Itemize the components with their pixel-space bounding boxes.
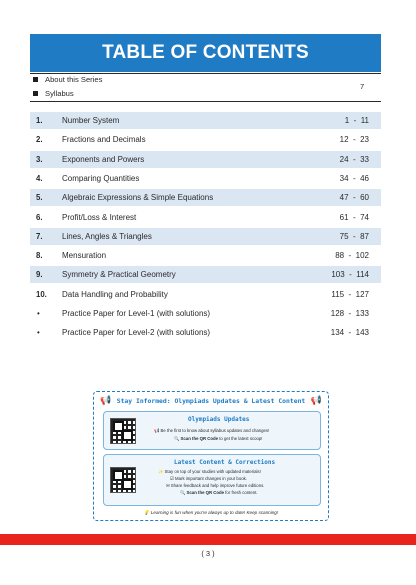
toc-row <box>30 286 381 303</box>
card-heading: Olympiads Updates <box>188 416 250 423</box>
chapter-title: Practice Paper for Level-2 (with solutions) <box>62 328 211 338</box>
chapter-number: 5. <box>36 193 43 203</box>
chapter-title: Practice Paper for Level-1 (with solutions) <box>62 309 211 318</box>
page-range: 88 - 102 <box>335 251 369 261</box>
chapter-number: 2. <box>36 135 43 145</box>
chapter-title: Lines, Angles & Triangles <box>62 231 152 241</box>
chapter-number: 1. <box>36 116 43 125</box>
chapter-number: 8. <box>36 251 43 261</box>
chapter-title: Data Handling and Probability <box>62 289 168 299</box>
footer-bar <box>0 534 416 545</box>
promo-footer: 💡 Learning is fun when you're always up to date! Keep scanning! <box>143 510 279 515</box>
bullet-icon: • <box>37 309 40 318</box>
bullet-icon: • <box>37 328 40 338</box>
toc-row <box>30 151 381 168</box>
page-title: TABLE OF CONTENTS <box>102 42 309 63</box>
page-range: 61 - 74 <box>339 212 369 222</box>
preface-page: 7 <box>360 82 365 91</box>
toc-row <box>30 170 381 187</box>
card-text: ✨ Stay on top of your studies with updated materials! <box>158 469 261 474</box>
page-range: 34 - 46 <box>339 173 369 183</box>
chapter-number: 3. <box>36 154 43 164</box>
olympiads-updates-card <box>103 411 321 450</box>
chapter-title: Mensuration <box>62 251 107 261</box>
card-text: ☑ Mark important changes in your book. <box>170 476 247 481</box>
preface-item: About this Series <box>33 75 102 84</box>
qr-code[interactable] <box>110 418 136 444</box>
square-bullet-icon <box>33 77 38 82</box>
card-text: 🔍 Scan the QR Code to get the latest scoop! <box>174 436 263 441</box>
page-range: 1 - 11 <box>344 116 369 125</box>
chapter-number: 6. <box>36 212 43 222</box>
card-text: ✉ Share feedback and help improve future editions. <box>166 483 265 488</box>
chapter-number: 10. <box>36 289 47 299</box>
toc-row <box>30 247 381 264</box>
chapter-title: Exponents and Powers <box>62 154 145 164</box>
card-text: 🔍 Scan the QR Code for fresh content. <box>180 490 258 495</box>
preface-divider <box>30 101 381 102</box>
toc-header <box>30 34 381 72</box>
card-heading: Latest Content & Corrections <box>174 459 276 466</box>
page-number: ( 3 ) <box>201 549 215 558</box>
page-range: 134 - 143 <box>330 328 369 338</box>
megaphone-icon: 📢 <box>100 395 112 405</box>
page-range: 47 - 60 <box>339 193 369 203</box>
chapter-title: Fractions and Decimals <box>62 135 146 145</box>
toc-row <box>30 266 381 283</box>
square-bullet-icon <box>33 91 38 96</box>
page-range: 103 - 114 <box>331 270 369 280</box>
updates-promo-box <box>93 391 329 521</box>
chapter-number: 9. <box>36 270 43 280</box>
chapter-title: Comparing Quantities <box>62 173 140 183</box>
latest-content-card <box>103 454 321 506</box>
card-text: 📢 Be the first to know about syllabus updates and changes! <box>154 428 270 433</box>
top-divider <box>30 73 381 74</box>
chapter-title: Algebraic Expressions & Simple Equations <box>62 193 214 203</box>
promo-title: Stay Informed: Olympiads Updates & Latest Content <box>116 397 306 405</box>
page-range: 128 - 133 <box>330 309 369 318</box>
page-range: 75 - 87 <box>339 231 369 241</box>
page-range: 24 - 33 <box>339 154 369 164</box>
chapter-title: Profit/Loss & Interest <box>62 212 137 222</box>
chapter-number: 4. <box>36 173 43 183</box>
qr-code[interactable] <box>110 467 136 493</box>
megaphone-icon: 📢 <box>310 395 322 405</box>
chapter-title: Number System <box>62 116 120 125</box>
toc-row <box>30 228 381 245</box>
toc-row <box>30 112 381 129</box>
page-range: 12 - 23 <box>339 135 369 145</box>
toc-row <box>30 131 381 148</box>
chapter-number: 7. <box>36 231 43 241</box>
chapter-title: Symmetry & Practical Geometry <box>62 270 176 280</box>
toc-row <box>30 324 381 341</box>
toc-row <box>30 189 381 206</box>
toc-row <box>30 305 381 322</box>
page-range: 115 - 127 <box>331 289 369 299</box>
preface-item: Syllabus <box>33 89 74 98</box>
toc-row <box>30 209 381 226</box>
